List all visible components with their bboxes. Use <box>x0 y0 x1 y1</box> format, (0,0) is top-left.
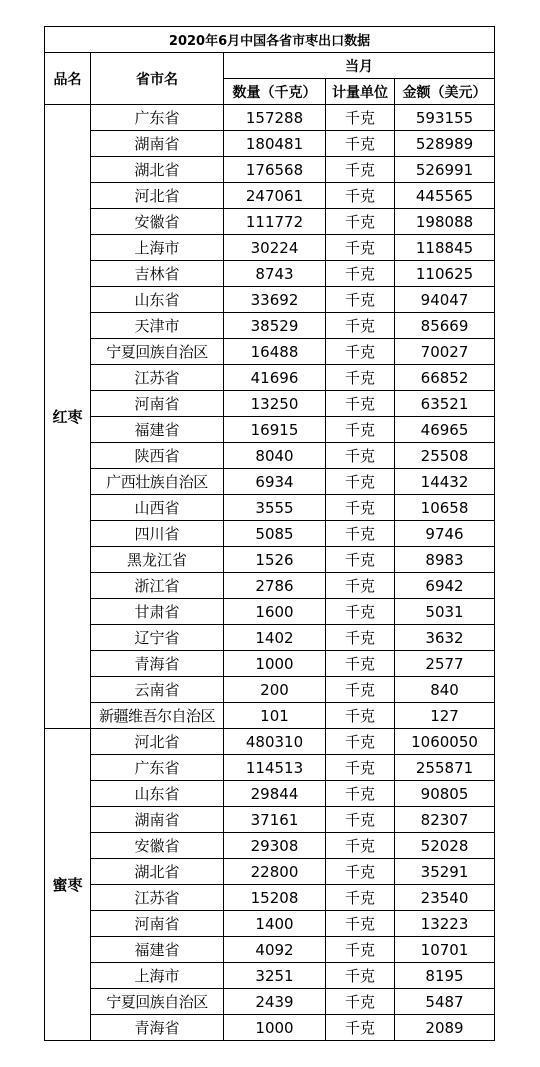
quantity-cell: 30224 <box>224 235 326 261</box>
table-row <box>45 781 495 807</box>
amount-cell: 127 <box>395 703 495 729</box>
quantity-cell: 1000 <box>224 651 326 677</box>
province-cell: 新疆维吾尔自治区 <box>91 703 224 729</box>
table-row <box>45 573 495 599</box>
amount-cell: 10658 <box>395 495 495 521</box>
table-row <box>45 599 495 625</box>
quantity-cell: 101 <box>224 703 326 729</box>
unit-cell: 千克 <box>326 937 395 963</box>
amount-cell: 6942 <box>395 573 495 599</box>
table-row <box>45 495 495 521</box>
amount-cell: 66852 <box>395 365 495 391</box>
quantity-cell: 5085 <box>224 521 326 547</box>
unit-header: 计量单位 <box>326 79 395 105</box>
unit-cell: 千克 <box>326 391 395 417</box>
table-row <box>45 677 495 703</box>
unit-cell: 千克 <box>326 963 395 989</box>
province-cell: 湖南省 <box>91 131 224 157</box>
table-row <box>45 105 495 131</box>
province-cell: 湖北省 <box>91 859 224 885</box>
quantity-cell: 3555 <box>224 495 326 521</box>
unit-cell: 千克 <box>326 755 395 781</box>
province-cell: 安徽省 <box>91 833 224 859</box>
province-header: 省市名 <box>91 53 224 105</box>
quantity-cell: 29308 <box>224 833 326 859</box>
unit-cell: 千克 <box>326 209 395 235</box>
quantity-cell: 6934 <box>224 469 326 495</box>
unit-cell: 千克 <box>326 365 395 391</box>
quantity-cell: 1400 <box>224 911 326 937</box>
unit-cell: 千克 <box>326 703 395 729</box>
quantity-cell: 1000 <box>224 1015 326 1041</box>
province-cell: 安徽省 <box>91 209 224 235</box>
unit-cell: 千克 <box>326 131 395 157</box>
unit-cell: 千克 <box>326 599 395 625</box>
amount-cell: 13223 <box>395 911 495 937</box>
table-row <box>45 703 495 729</box>
header-row-1 <box>45 53 495 79</box>
unit-cell: 千克 <box>326 235 395 261</box>
unit-cell: 千克 <box>326 989 395 1015</box>
province-cell: 湖北省 <box>91 157 224 183</box>
province-cell: 山东省 <box>91 287 224 313</box>
province-cell: 天津市 <box>91 313 224 339</box>
table-row <box>45 339 495 365</box>
table-row <box>45 547 495 573</box>
quantity-cell: 22800 <box>224 859 326 885</box>
unit-cell: 千克 <box>326 651 395 677</box>
unit-cell: 千克 <box>326 859 395 885</box>
province-cell: 宁夏回族自治区 <box>91 339 224 365</box>
province-cell: 福建省 <box>91 417 224 443</box>
table-row <box>45 651 495 677</box>
quantity-cell: 13250 <box>224 391 326 417</box>
unit-cell: 千克 <box>326 443 395 469</box>
period-header: 当月 <box>224 53 495 79</box>
quantity-cell: 29844 <box>224 781 326 807</box>
province-cell: 湖南省 <box>91 807 224 833</box>
export-data-table <box>44 26 495 1041</box>
table-row <box>45 521 495 547</box>
quantity-cell: 180481 <box>224 131 326 157</box>
province-cell: 河南省 <box>91 911 224 937</box>
table-row <box>45 313 495 339</box>
amount-cell: 8983 <box>395 547 495 573</box>
amount-cell: 255871 <box>395 755 495 781</box>
quantity-cell: 3251 <box>224 963 326 989</box>
unit-cell: 千克 <box>326 287 395 313</box>
unit-cell: 千克 <box>326 911 395 937</box>
table-row <box>45 807 495 833</box>
amount-cell: 198088 <box>395 209 495 235</box>
amount-cell: 118845 <box>395 235 495 261</box>
amount-cell: 593155 <box>395 105 495 131</box>
table-row <box>45 209 495 235</box>
unit-cell: 千克 <box>326 573 395 599</box>
unit-cell: 千克 <box>326 677 395 703</box>
unit-cell: 千克 <box>326 313 395 339</box>
quantity-cell: 41696 <box>224 365 326 391</box>
table-title-row <box>45 27 495 53</box>
unit-cell: 千克 <box>326 781 395 807</box>
table-row <box>45 131 495 157</box>
amount-cell: 9746 <box>395 521 495 547</box>
amount-cell: 25508 <box>395 443 495 469</box>
amount-cell: 70027 <box>395 339 495 365</box>
quantity-cell: 16488 <box>224 339 326 365</box>
amount-cell: 2577 <box>395 651 495 677</box>
amount-cell: 5487 <box>395 989 495 1015</box>
quantity-cell: 111772 <box>224 209 326 235</box>
amount-cell: 52028 <box>395 833 495 859</box>
table-row <box>45 261 495 287</box>
quantity-cell: 247061 <box>224 183 326 209</box>
province-cell: 甘肃省 <box>91 599 224 625</box>
quantity-cell: 1402 <box>224 625 326 651</box>
amount-header: 金额（美元） <box>395 79 495 105</box>
amount-cell: 46965 <box>395 417 495 443</box>
category-header: 品名 <box>45 53 91 105</box>
unit-cell: 千克 <box>326 183 395 209</box>
amount-cell: 3632 <box>395 625 495 651</box>
amount-cell: 8195 <box>395 963 495 989</box>
quantity-cell: 8040 <box>224 443 326 469</box>
province-cell: 辽宁省 <box>91 625 224 651</box>
province-cell: 河北省 <box>91 729 224 755</box>
unit-cell: 千克 <box>326 469 395 495</box>
table-row <box>45 859 495 885</box>
table-row <box>45 443 495 469</box>
quantity-cell: 37161 <box>224 807 326 833</box>
amount-cell: 2089 <box>395 1015 495 1041</box>
province-cell: 山西省 <box>91 495 224 521</box>
unit-cell: 千克 <box>326 625 395 651</box>
quantity-cell: 16915 <box>224 417 326 443</box>
amount-cell: 90805 <box>395 781 495 807</box>
table-row <box>45 989 495 1015</box>
table-title: 2020年6月中国各省市枣出口数据 <box>45 27 495 53</box>
province-cell: 黑龙江省 <box>91 547 224 573</box>
province-cell: 上海市 <box>91 963 224 989</box>
province-cell: 广西壮族自治区 <box>91 469 224 495</box>
province-cell: 广东省 <box>91 105 224 131</box>
amount-cell: 110625 <box>395 261 495 287</box>
amount-cell: 82307 <box>395 807 495 833</box>
table-row <box>45 391 495 417</box>
amount-cell: 14432 <box>395 469 495 495</box>
province-cell: 宁夏回族自治区 <box>91 989 224 1015</box>
quantity-cell: 157288 <box>224 105 326 131</box>
category-cell: 红枣 <box>45 105 91 729</box>
table-row <box>45 963 495 989</box>
unit-cell: 千克 <box>326 521 395 547</box>
unit-cell: 千克 <box>326 339 395 365</box>
province-cell: 福建省 <box>91 937 224 963</box>
unit-cell: 千克 <box>326 1015 395 1041</box>
quantity-cell: 480310 <box>224 729 326 755</box>
amount-cell: 445565 <box>395 183 495 209</box>
table-row <box>45 183 495 209</box>
unit-cell: 千克 <box>326 105 395 131</box>
quantity-cell: 2439 <box>224 989 326 1015</box>
table-row <box>45 833 495 859</box>
table-row <box>45 287 495 313</box>
province-cell: 陕西省 <box>91 443 224 469</box>
unit-cell: 千克 <box>326 885 395 911</box>
quantity-cell: 33692 <box>224 287 326 313</box>
amount-cell: 526991 <box>395 157 495 183</box>
province-cell: 上海市 <box>91 235 224 261</box>
quantity-cell: 4092 <box>224 937 326 963</box>
province-cell: 青海省 <box>91 651 224 677</box>
unit-cell: 千克 <box>326 729 395 755</box>
table-row <box>45 625 495 651</box>
province-cell: 山东省 <box>91 781 224 807</box>
province-cell: 广东省 <box>91 755 224 781</box>
province-cell: 江苏省 <box>91 885 224 911</box>
amount-cell: 63521 <box>395 391 495 417</box>
province-cell: 江苏省 <box>91 365 224 391</box>
unit-cell: 千克 <box>326 495 395 521</box>
quantity-cell: 1526 <box>224 547 326 573</box>
table-row <box>45 365 495 391</box>
quantity-cell: 1600 <box>224 599 326 625</box>
province-cell: 浙江省 <box>91 573 224 599</box>
table-row <box>45 1015 495 1041</box>
table-row <box>45 729 495 755</box>
quantity-cell: 15208 <box>224 885 326 911</box>
amount-cell: 5031 <box>395 599 495 625</box>
province-cell: 河南省 <box>91 391 224 417</box>
quantity-cell: 2786 <box>224 573 326 599</box>
province-cell: 青海省 <box>91 1015 224 1041</box>
quantity-cell: 8743 <box>224 261 326 287</box>
unit-cell: 千克 <box>326 807 395 833</box>
province-cell: 云南省 <box>91 677 224 703</box>
quantity-header: 数量（千克） <box>224 79 326 105</box>
table-row <box>45 937 495 963</box>
quantity-cell: 176568 <box>224 157 326 183</box>
province-cell: 吉林省 <box>91 261 224 287</box>
amount-cell: 528989 <box>395 131 495 157</box>
amount-cell: 1060050 <box>395 729 495 755</box>
unit-cell: 千克 <box>326 547 395 573</box>
category-cell: 蜜枣 <box>45 729 91 1041</box>
amount-cell: 85669 <box>395 313 495 339</box>
quantity-cell: 200 <box>224 677 326 703</box>
table-row <box>45 157 495 183</box>
province-cell: 河北省 <box>91 183 224 209</box>
table-row <box>45 885 495 911</box>
amount-cell: 840 <box>395 677 495 703</box>
quantity-cell: 114513 <box>224 755 326 781</box>
unit-cell: 千克 <box>326 417 395 443</box>
amount-cell: 23540 <box>395 885 495 911</box>
province-cell: 四川省 <box>91 521 224 547</box>
quantity-cell: 38529 <box>224 313 326 339</box>
unit-cell: 千克 <box>326 157 395 183</box>
table-row <box>45 755 495 781</box>
amount-cell: 94047 <box>395 287 495 313</box>
amount-cell: 10701 <box>395 937 495 963</box>
table-row <box>45 911 495 937</box>
table-row <box>45 469 495 495</box>
amount-cell: 35291 <box>395 859 495 885</box>
unit-cell: 千克 <box>326 833 395 859</box>
table-row <box>45 417 495 443</box>
table-row <box>45 235 495 261</box>
unit-cell: 千克 <box>326 261 395 287</box>
